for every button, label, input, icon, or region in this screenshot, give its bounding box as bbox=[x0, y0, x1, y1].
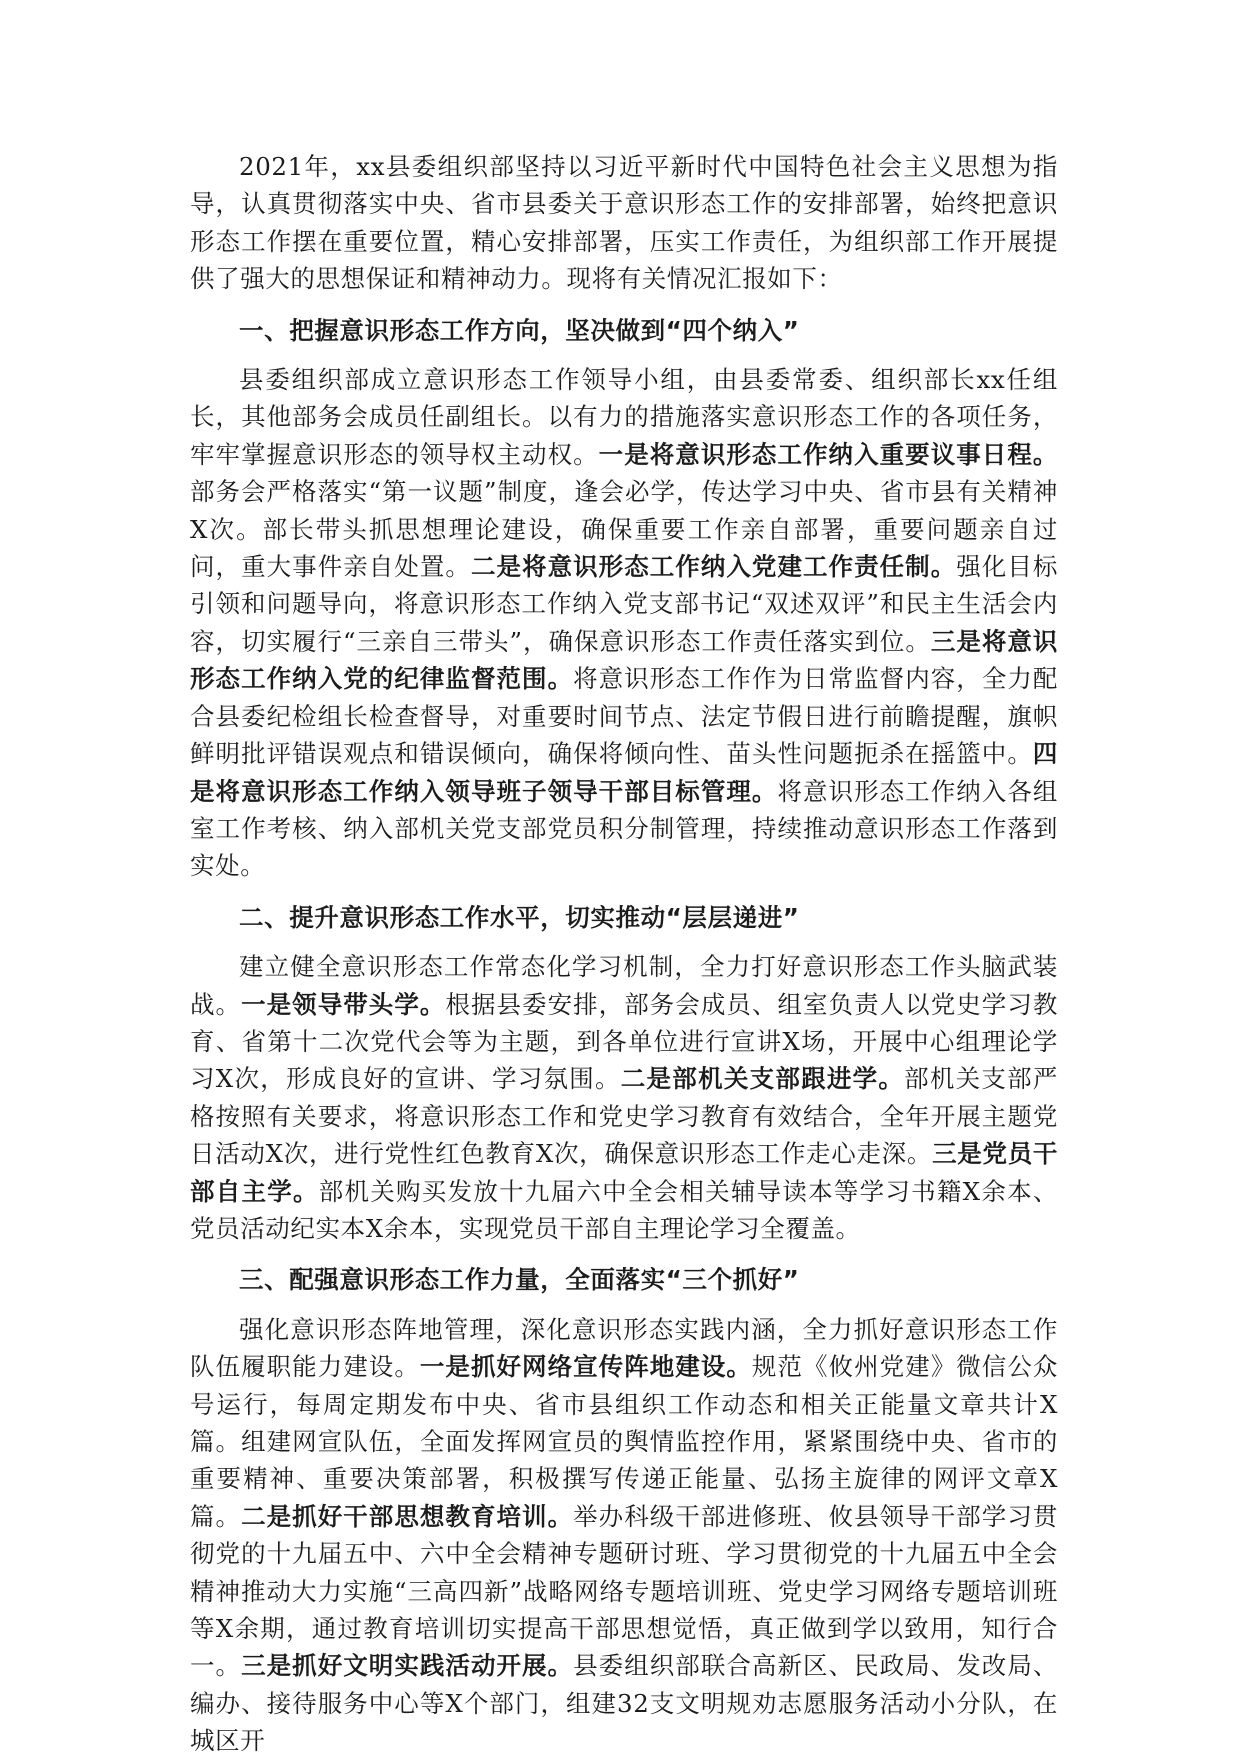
section-3-point-2-title: 二是抓好干部思想教育培训。 bbox=[241, 1501, 574, 1531]
section-2-point-1-title: 一是领导带头学。 bbox=[241, 989, 446, 1019]
section-1-point-3-text: 将意识形态工作作为日常监督内容，全力配合县委纪检组长检查督导，对重要时间节点、法定节假日进行前瞻提醒，旗帜鲜明批评错误观点和错误倾向，确保将倾向性、苗头性问题扼杀在摇篮中。 bbox=[190, 664, 1058, 769]
intro-paragraph: 2021年，xx县委组织部坚持以习近平新时代中国特色社会主义思想为指导，认真贯彻落实中央、省市县委关于意识形态工作的安排部署，始终把意识形态工作摆在重要位置，精心安排部署，压实工作责任，为组织部工作开展提供了强大的思想保证和精神动力。现将有关情况汇报如下： bbox=[190, 152, 1058, 294]
document-page bbox=[190, 148, 1058, 1760]
section-1-point-4-text: 将意识形态工作纳入各组室工作考核、纳入部机关党支部党员积分制管理，持续推动意识形态工作落到实处。 bbox=[190, 776, 1058, 881]
section-2-heading: 二、提升意识形态工作水平，切实推动“层层递进” bbox=[239, 902, 800, 932]
section-2-point-3-text: 部机关购买发放十九届六中全会相关辅导读本等学习书籍X余本、党员活动纪实本X余本，实现党员干部自主理论学习全覆盖。 bbox=[190, 1176, 1058, 1243]
section-2-paragraph bbox=[190, 948, 1058, 1247]
section-3-point-1-text: 规范《攸州党建》微信公众号运行，每周定期发布中央、省市县组织工作动态和相关正能量文章共计X篇。组建网宣队伍，全面发挥网宣员的舆情监控作用，紧紧围绕中央、省市的重要精神、重要决策部署，积极撰写传递正能量、弘扬主旋律的网评文章X篇。 bbox=[190, 1352, 1058, 1531]
section-3-lead: 强化意识形态阵地管理，深化意识形态实践内涵，全力抓好意识形态工作队伍履职能力建设。 bbox=[190, 1314, 1058, 1382]
section-3-paragraph bbox=[190, 1311, 1058, 1760]
section-3-point-1-title: 一是抓好网络宣传阵地建设。 bbox=[419, 1352, 752, 1382]
section-1-point-2-text: 强化目标引领和问题导向，将意识形态工作纳入党支部书记“双述双评”和民主生活会内容，切实履行“三亲自三带头”，确保意识形态工作责任落实到位。 bbox=[190, 552, 1058, 656]
section-3-point-2-text: 举办科级干部进修班、攸县领导干部学习贯彻党的十九届五中、六中全会精神专题研讨班、学习贯彻党的十九届五中全会精神推动大力实施“三高四新”战略网络专题培训班、党史学习网络专题培训班等X余期，通过教育培训切实提高干部思想觉悟，真正做到学以致用，知行合一。 bbox=[190, 1501, 1058, 1681]
section-1-heading: 一、把握意识形态工作方向，坚决做到“四个纳入” bbox=[239, 315, 800, 345]
section-1-lead: 县委组织部成立意识形态工作领导小组，由县委常委、组织部长xx任组长，其他部务会成员任副组长。以有力的措施落实意识形态工作的各项任务，牢牢掌握意识形态的领导权主动权。 bbox=[190, 365, 1058, 469]
section-3-point-3-title: 三是抓好文明实践活动开展。 bbox=[241, 1651, 574, 1681]
section-1-point-1-text: 部务会严格落实“第一议题”制度，逢会必学，传达学习中央、省市县有关精神X次。部长带头抓思想理论建设，确保重要工作亲自部署，重要问题亲自过问，重大事件亲自处置。 bbox=[190, 477, 1058, 582]
section-1-point-4-title: 四是将意识形态工作纳入领导班子领导干部目标管理。 bbox=[190, 739, 1058, 806]
section-2-point-1-text: 根据县委安排，部务会成员、组室负责人以党史学习教育、省第十二次党代会等为主题，到各单位进行宣讲X场，开展中心组理论学习X次，形成良好的宣讲、学习氛围。 bbox=[190, 989, 1058, 1094]
section-2-point-2-title: 二是部机关支部跟进学。 bbox=[620, 1064, 905, 1094]
section-1-point-1-title: 一是将意识形态工作纳入重要议事日程。 bbox=[598, 439, 1058, 469]
section-2-point-2-text: 部机关支部严格按照有关要求，将意识形态工作和党史学习教育有效结合，全年开展主题党日活动X次，进行党性红色教育X次，确保意识形态工作走心走深。 bbox=[190, 1064, 1058, 1169]
section-1-point-3-title: 三是将意识形态工作纳入党的纪律监督范围。 bbox=[190, 626, 1058, 694]
section-3-heading: 三、配强意识形态工作力量，全面落实“三个抓好” bbox=[239, 1265, 800, 1295]
section-1-paragraph bbox=[190, 361, 1058, 885]
section-2-lead: 建立健全意识形态工作常态化学习机制，全力打好意识形态工作头脑武装战。 bbox=[190, 952, 1058, 1019]
section-2-point-3-title: 三是党员干部自主学。 bbox=[190, 1139, 1059, 1206]
section-1-point-2-title: 二是将意识形态工作纳入党建工作责任制。 bbox=[470, 552, 957, 582]
section-3-point-3-text: 县委组织部联合高新区、民政局、发改局、编办、接待服务中心等X个部门，组建32支文明规劝志愿服务活动小分队，在城区开 bbox=[190, 1651, 1058, 1756]
